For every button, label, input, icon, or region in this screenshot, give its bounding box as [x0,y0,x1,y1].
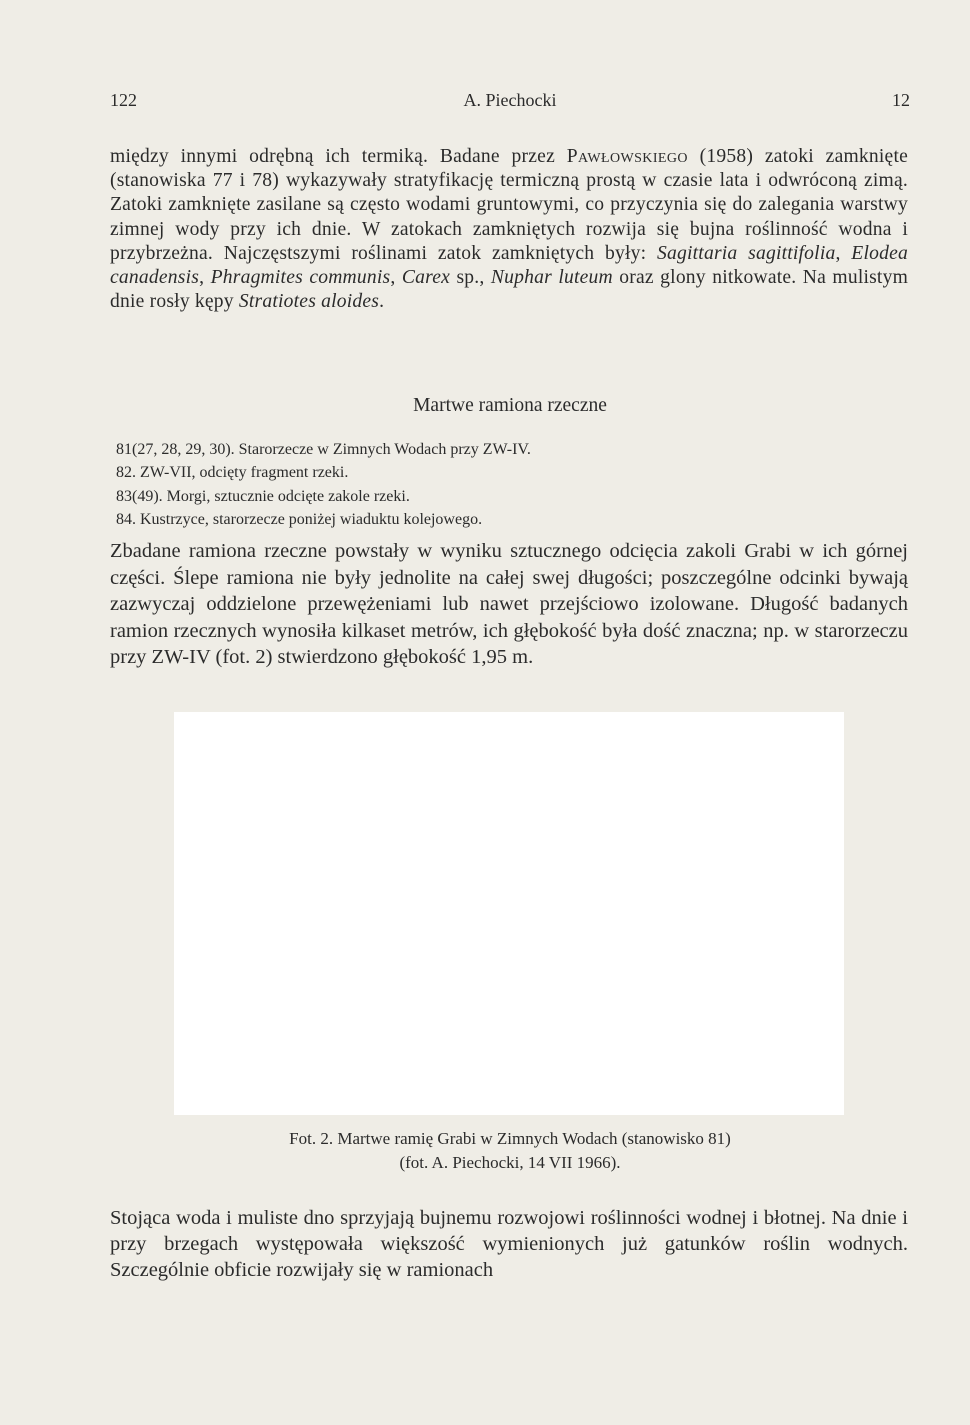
text-run: , [390,267,402,289]
text-run: (1958) zatoki zamknięte (stanowiska 77 i 78) wykazywały stratyfikację termiczną prostą w czasie lata i odwróconą zimą. Zatoki zamknięte zasilane są często wodami gruntowymi, co przyczynia się do zalegania warstwy zimnej wody przy ich dnie. W zatokach zamkniętych rozwija się bujna roślinność wodna i przybrzeżna. Najczęstszymi roślinami zatok zamkniętych były: [110,146,908,264]
text-run: między innymi odrębną ich termiką. Badane przez [110,146,567,167]
caption-line: (fot. A. Piechocki, 14 VII 1966). [399,1153,621,1172]
text-run: , [199,267,211,289]
figure-caption [110,1127,910,1175]
section-heading: Martwe ramiona rzeczne [413,395,607,416]
photo-placeholder [174,712,844,1115]
species-name: Stratiotes aloides [238,291,380,313]
species-name: Carex [401,267,451,289]
running-number-right: 12 [892,90,910,110]
station-list [116,438,896,532]
species-name: Phragmites communis [210,267,391,289]
species-name: Elodea canadensis [110,242,908,289]
station-item: 83(49). Morgi, sztucznie odcięte zakole rzeki. [116,487,410,505]
running-author: A. Piechocki [463,90,557,110]
cited-author: Pawłowskiego [566,146,688,167]
text-run: . [379,291,385,313]
paragraph-vegetation: Stojąca woda i muliste dno sprzyjają bujnemu rozwojowi roślinności wodnej i błotnej. Na dnie i przy brzegach występowała większość wymienionych już gatunków roślin wodnych. Szczególnie obficie rozwijały się w ramionach [110,1207,908,1281]
paragraph-closed-bays [110,145,908,314]
paragraph-oxbows: Zbadane ramiona rzeczne powstały w wyniku sztucznego odcięcia zakoli Grabi w ich górnej części. Ślepe ramiona nie były jednolite na całej swej długości; poszczególne odcinki bywają zazwyczaj oddzielone przewężeniami lub nawet przejściowo izolowane. Długość badanych ramion rzecznych wynosiła kilkaset metrów, ich głębokość była dość znaczna; np. w starorzeczu przy ZW-IV (fot. 2) stwierdzono głębokość 1,95 m. [110,540,908,668]
text-run: oraz glony nitkowate. Na mulistym dnie rosły kępy [110,267,909,313]
species-name: Nuphar luteum [490,267,613,289]
text-run: sp., [450,267,491,289]
caption-line: Fot. 2. Martwe ramię Grabi w Zimnych Wodach (stanowisko 81) [289,1129,731,1148]
page-number: 122 [110,90,137,110]
running-header [110,90,910,116]
species-name: Sagittaria sagittifolia [657,242,836,264]
text-run: , [835,242,852,264]
station-item: 81(27, 28, 29, 30). Starorzecze w Zimnych Wodach przy ZW-IV. [116,441,531,458]
station-item: 82. ZW-VII, odcięty fragment rzeki. [116,464,349,482]
station-item: 84. Kustrzyce, starorzecze poniżej wiaduktu kolejowego. [116,511,483,529]
